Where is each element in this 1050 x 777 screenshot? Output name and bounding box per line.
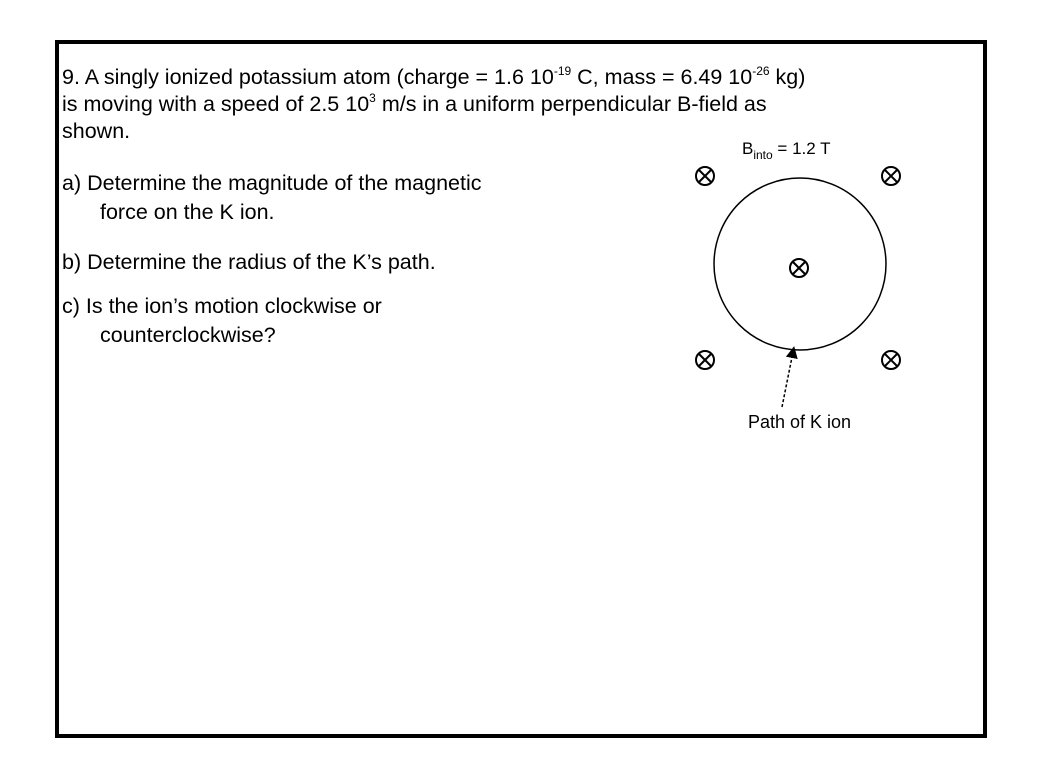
- field-subscript: into: [753, 148, 773, 162]
- problem-text-line3: shown.: [62, 119, 131, 143]
- into-page-icon: [696, 351, 714, 369]
- question-b-line1: b) Determine the radius of the K’s path.: [62, 250, 436, 274]
- problem-text-line1-mass: C, mass = 6.49 10: [571, 65, 753, 89]
- into-page-icon: [696, 167, 714, 185]
- problem-text-line1: A singly ionized potassium atom (charge = 1.6 10: [84, 65, 554, 89]
- ion-path-circle: [714, 178, 886, 350]
- problem-text-line2: is moving with a speed of 2.5 10: [62, 92, 370, 116]
- into-page-icon: [882, 167, 900, 185]
- into-page-icon: [882, 351, 900, 369]
- question-a-line2: force on the K ion.: [100, 200, 275, 224]
- question-a-line1: a) Determine the magnitude of the magnetic: [62, 171, 482, 195]
- question-c-line1: c) Is the ion’s motion clockwise or: [62, 294, 382, 318]
- question-c-line2: counterclockwise?: [100, 323, 276, 347]
- path-label: Path of K ion: [748, 412, 852, 432]
- field-symbol: B: [742, 139, 754, 158]
- field-value: = 1.2 T: [772, 139, 831, 158]
- speed-exponent: 3: [369, 91, 376, 105]
- mass-exponent: -26: [752, 64, 770, 78]
- path-pointer-arrow: [782, 352, 793, 407]
- into-page-icon: [790, 259, 808, 277]
- problem-text-line1-end: kg): [769, 65, 806, 89]
- charge-exponent: -19: [553, 64, 572, 78]
- problem-text-line2-end: m/s in a uniform perpendicular B-field as: [375, 92, 767, 116]
- problem-number: 9.: [62, 65, 80, 89]
